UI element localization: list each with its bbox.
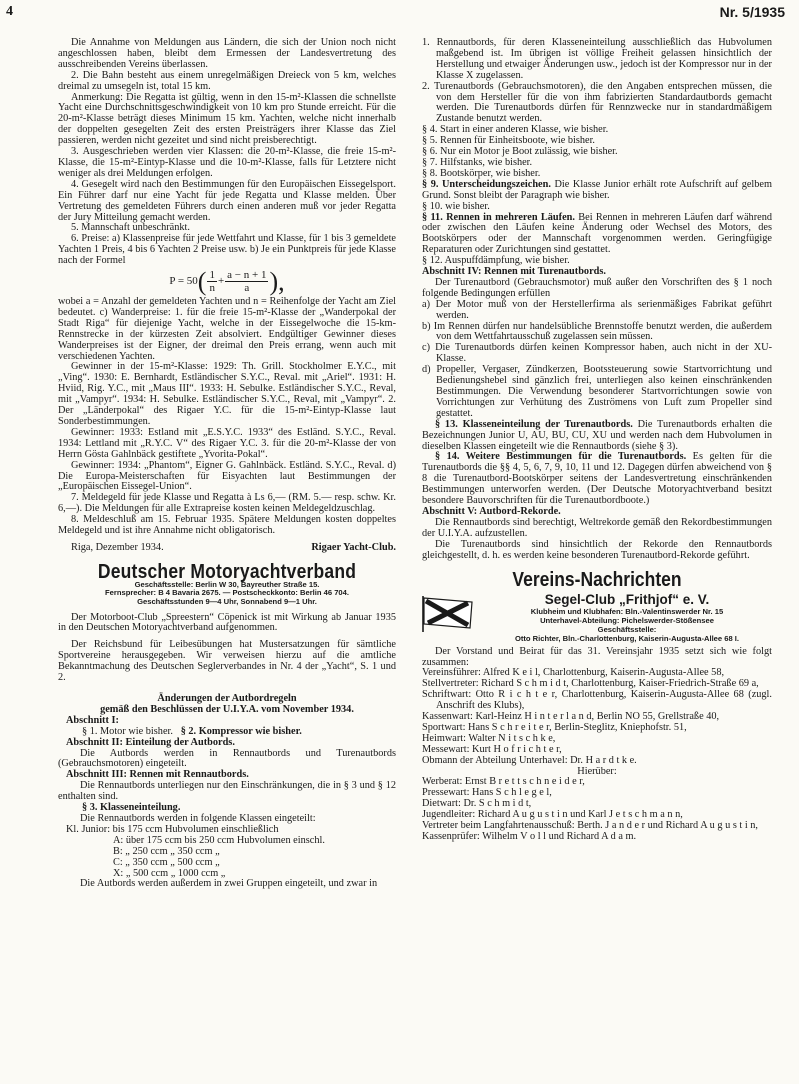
paragraph: Gewinner: 1933: Estland mit „E.S.Y.C. 1933“ des Estländ. S.Y.C., Reval. 1934: Lettland mit „R.Y.C. V“ des Rigaer Y.C. 3. für die 20-m²-Klasse der von Herrn Gösta Gahlnbäck gestiftete „Yvorita-Pokal“. — [58, 426, 396, 460]
board-member: Kassenwart: Karl-Heinz H i n t e r l a n d, Berlin NO 55, Grellstraße 40, — [422, 711, 720, 723]
paragraph: 8. Meldeschluß am 15. Februar 1935. Spätere Meldungen kosten doppeltes Meldegeld und ist ihre Annahme nicht obligatorisch. — [58, 514, 396, 537]
list-item: a) Der Motor muß von der Herstellerfirma als serienmäßiges Fabrikat geführt werden. — [422, 298, 772, 321]
paragraph: 3. Ausgeschrieben werden vier Klassen: die 20-m²-Klasse, die freie 15-m²-Klasse, die 15-m²-Eintyp-Klasse und die 10-m²-Klasse, falls für Letztere nicht weniger als drei Meldungen erfolgen. — [58, 146, 396, 179]
page-number: 4 — [6, 4, 13, 19]
board-member: Obmann der Abteilung Unterhavel: Dr. H a r d t k e. — [422, 754, 637, 766]
club-address: Unterhavel-Abteilung: Pichelswerder-Stößensee — [540, 616, 714, 626]
rule-paragraph: § 9. Unterscheidungszeichen. Die Klasse Junior erhält rote Aufschrift auf gelbem Grund. Sonst bleibt der Paragraph wie bisher. — [422, 178, 772, 201]
paragraph: Die Turenautbords sind hinsichtlich der Rekorde den Rennautbords gleichgestellt, d. h. es werden keine besonderen Turenautbord-Rekorde geführt. — [422, 538, 772, 561]
board-member: Pressewart: Hans S c h l e g e l, — [422, 787, 552, 799]
left-column — [58, 38, 396, 890]
paragraph: 7. Meldegeld für jede Klasse und Regatta à Ls 6,— (RM. 5.— resp. schw. Kr. 6,—). Die Meldungen für alle Extrapreise kosten keinen Meldegeldzuschlag. — [58, 492, 396, 515]
formula-paren-open: ( — [197, 266, 207, 296]
board-member: Schriftwart: Otto R i c h t e r, Charlottenburg, Kaiserin-Augusta-Allee 68 (zugl. Anschrift des Klubs), — [422, 689, 772, 712]
point-formula — [58, 266, 396, 296]
rule-line: § 7. Hilfstanks, wie bisher. — [422, 156, 533, 168]
paragraph: Anmerkung: Die Regatta ist gültig, wenn in den 15-m²-Klassen die schnellste Yacht eine Durchschnittsgeschwindigkeit von 10 km pro Stunde erreicht. Für die 20-m²-Klasse beträgt dieses Minimum 15 km. Yachten, welche nicht innerhalb der doppelten gesegelten Zeit des ersten Preisträgers ihrer Klasse das Ziel passieren, werden nicht gezeitet und sind nicht preisberechtigt. — [58, 91, 396, 147]
board-member: Stellvertreter: Richard S c h m i d t, Charlottenburg, Kaiser-Friedrich-Straße 69 a, — [422, 678, 759, 690]
list-item: d) Propeller, Vergaser, Zündkerzen, Bootssteuerung sowie Startvorrichtung und Bedienungshebel sind gänzlich frei, unterliegen also keinen einschränkenden Bestimmungen. Die Verwendung besonderer Startvorrichtungen sowie von Vorrichtungen zur Verhütung des Zuströmens von Luft zum Propeller sind gestattet. — [422, 364, 772, 419]
paragraph: Die Rennautbords werden in folgende Klassen eingeteilt: — [80, 812, 316, 824]
rule-paragraph: § 13. Klasseneinteilung der Turenautbords. Die Turenautbords erhalten die Bezeichnungen Junior U, AU, BU, CU, XU und werden nach dem Hubvolumen in dieselben Klassen eingeteilt wie die Rennautbords (siehe § 3). — [422, 418, 773, 452]
rule-line: § 12. Auspuffdämpfung, wie bisher. — [422, 255, 570, 267]
changes-subtitle: gemäß den Beschlüssen der U.I.Y.A. vom November 1934. — [100, 703, 354, 715]
formula-fraction-1: $\frac{1}{n}$ — [209, 269, 215, 295]
issue-number: Nr. 5/1935 — [719, 4, 785, 20]
vereins-heading: Vereins-Nachrichten — [512, 566, 682, 590]
formula-paren-close: ), — [269, 266, 285, 296]
paragraph: 2. Turenautbords (Gebrauchsmotoren), die den Angaben entsprechen müssen, die von dem Hersteller für die von ihm fabrizierten Standardautbords gemacht werden. Die Turenautbords dürfen für Rennzwecke nur in standardmäßigem Zustande benutzt werden. — [422, 80, 772, 125]
right-column — [422, 38, 772, 843]
board-member: Vertreter beim Langfahrtenausschuß: Berth. J a n d e r und Richard A u g u s t i n, — [422, 820, 758, 832]
club-address: Klubheim und Klubhafen: Bln.-Valentinswerder Nr. 15 — [530, 607, 724, 617]
paragraph: Die Annahme von Meldungen aus Ländern, die sich der Union noch nicht angeschlossen haben, bleibt dem Ermessen der Landesvertretung des ausschreibenden Vereins überlassen. — [58, 37, 396, 70]
board-member: Heimwart: Walter N i t s c h k e, — [422, 732, 556, 744]
class-row: X: „ 500 ccm „ 1000 ccm „ — [113, 867, 226, 879]
board-member: Werberat: Ernst B r e t t s c h n e i d e r, — [422, 776, 585, 788]
dmv-address-3: Geschäftsstunden 9—4 Uhr, Sonnabend 9—1 Uhr. — [137, 596, 317, 606]
paragraph: wobei a = Anzahl der gemeldeten Yachten und n = Reihenfolge der Yacht am Ziel bedeutet. c) Wanderpreise: 1. für die freie 15-m²-Klasse der „Wanderpokal der Stadt Riga“ für diejenige Yacht, welche in der Eissegelwoche die 15-km-Rennstrecke in der kürzesten Zeit absolviert. Endgültiger Gewinner dieses Wanderpreises ist der Eigner, der dreimal den Preis errang, wenn auch mit verschiedenen Yachten. — [58, 296, 396, 362]
section-line: § 1. Motor wie bisher. § 2. Kompressor wie bisher. — [82, 725, 302, 737]
signature-place: Riga, Dezember 1934. — [71, 541, 164, 553]
paragraph: Gewinner in der 15-m²-Klasse: 1929: Th. Grill. Stockholmer E.Y.C., mit „Ving“. 1930: E. Bernhardt, Estländischer S.Y.C., Reval. mit „Ariel“. 1931: H. Hviid, Rig. Y.C., mit „Maus III“. 1933: H. Sebulke. Estländischer S.Y.C., Reval, mit „Vampyr“. 1934: H. Sebulke. Estländischer S.Y.C., Reval, mit „Vampyr“. 2. Der „Länderpokal“ des Rigaer Y.C. für die 15-m²-Eintyp-Klasse laut Sonderbestimmungen. — [58, 361, 396, 427]
list-item: b) Im Rennen dürfen nur handelsübliche Brennstoffe benutzt werden, die außerdem von dem Wettfahrtausschuß zugelassen sein müssen. — [422, 320, 772, 343]
paragraph: Der Motorboot-Club „Spreestern“ Cöpenick ist mit Wirkung ab Januar 1935 in den Deutschen Motoryachtverband aufgenommen. — [58, 611, 396, 634]
rule-paragraph: § 11. Rennen in mehreren Läufen. Bei Rennen in mehreren Läufen darf während oder zwischen den Läufen keine Änderung oder Wechsel des Motors, des Bootskörpers oder der Mannschaft vorgenommen werden. Geringfügige Reparaturen oder Zurichtungen sind gestattet. — [422, 211, 772, 256]
section-heading: Abschnitt II: Einteilung der Autbords. — [66, 736, 235, 748]
rule-line: § 8. Bootskörper, wie bisher. — [422, 167, 541, 179]
rule-line: § 5. Rennen für Einheitsboote, wie bisher. — [422, 135, 596, 147]
paragraph: 1. Rennautbords, für deren Klasseneinteilung ausschließlich das Hubvolumen maßgebend ist. Im übrigen ist völlige Freiheit gelassen hinsichtlich der Herstellung und etwaiger Änderungen usw., jedoch ist der Kompressor nur in der Klasse X zugelassen. — [422, 37, 772, 81]
rule-line: § 4. Start in einer anderen Klasse, wie bisher. — [422, 124, 609, 136]
club-header — [422, 592, 772, 643]
club-address: Otto Richter, Bln.-Charlottenburg, Kaiserin-Augusta-Allee 68 I. — [514, 633, 740, 643]
board-member: Vereinsführer: Alfred K e i l, Charlottenburg, Kaiserin-Augusta-Allee 58, — [422, 667, 725, 679]
club-name: Segel-Club „Frithjof“ e. V. — [544, 592, 710, 608]
paragraph: 2. Die Bahn besteht aus einem unregelmäßigen Dreieck von 5 km, welches dreimal zu umsegeln ist, total 15 km. — [58, 69, 396, 92]
paragraph: Die Rennautbords sind berechtigt, Weltrekorde gemäß den Rekordbestimmungen der U.I.Y.A. aufzustellen. — [422, 516, 772, 539]
board-member: Messewart: Kurt H o f r i c h t e r, — [422, 743, 562, 755]
dmv-address-1: Geschäftsstelle: Berlin W 30, Bayreuther Straße 15. — [134, 579, 320, 589]
class-table — [58, 825, 396, 880]
paragraph: Die Autbords werden in Rennautbords und Turenautbords (Gebrauchsmotoren) eingeteilt. — [58, 747, 396, 770]
paragraph: Die Rennautbords unterliegen nur den Einschränkungen, die in § 3 und § 12 enthalten sind. — [58, 780, 396, 803]
list-item: c) Die Turenautbords dürfen keinen Kompressor haben, auch nicht in der XU-Klasse. — [422, 342, 772, 365]
class-row: Kl. Junior: bis 175 ccm Hubvolumen einschließlich — [66, 823, 279, 835]
formula-lhs: P = 50 — [169, 275, 198, 288]
board-member: Sportwart: Hans S c h r e i t e r, Berlin-Steglitz, Kniephofstr. 51, — [422, 721, 687, 733]
club-flag-icon — [422, 594, 476, 632]
board-member: Jugendleiter: Richard A u g u s t i n und Karl J e t s c h m a n n, — [422, 809, 683, 821]
section-heading: Abschnitt V: Autbord-Rekorde. — [422, 505, 561, 517]
paragraph: 5. Mannschaft unbeschränkt. — [71, 222, 190, 234]
signature-club: Rigaer Yacht-Club. — [311, 541, 396, 553]
paragraph: Die Autbords werden außerdem in zwei Gruppen eingeteilt, und zwar in — [80, 878, 378, 890]
paragraph: Gewinner: 1934: „Phantom“, Eigner G. Gahlnbäck. Estländ. S.Y.C., Reval. d) Die Europa-Meisterschaften für Eisyachten laut Bestimmungen der „Europäischen Eissegel-Union“. — [58, 459, 396, 493]
rule-line: § 10. wie bisher. — [422, 200, 490, 212]
club-address: Geschäftsstelle: — [597, 625, 657, 634]
paragraph: Der Vorstand und Beirat für das 31. Vereinsjahr 1935 setzt sich wie folgt zusammen: — [422, 645, 772, 668]
board-member: Dietwart: Dr. S c h m i d t, — [422, 798, 532, 810]
section-heading: Abschnitt I: — [66, 714, 119, 726]
page-header — [6, 4, 785, 24]
changes-title: Änderungen der Autbordregeln — [157, 693, 297, 704]
paragraph: 6. Preise: a) Klassenpreise für jede Wettfahrt und Klasse, für 1 bis 3 gemeldete Yachten 1 Preis, 4 bis 6 Yachten 2 Preise usw. b) Je ein Punktpreis für jede Klasse nach der Formel — [58, 233, 396, 267]
section-heading: Abschnitt IV: Rennen mit Turenautbords. — [422, 266, 606, 278]
section-heading: Abschnitt III: Rennen mit Rennautbords. — [66, 769, 249, 781]
club-info — [482, 592, 772, 643]
paragraph: Der Reichsbund für Leibesübungen hat Mustersatzungen für sämtliche Sportvereine herausgegeben. Wir verweisen hierzu auf die amtliche Bekanntmachung des Deutschen Seglerverbandes in Nr. 4 der „Yacht“, S. 1 und 2. — [58, 639, 396, 684]
rule-paragraph: § 14. Weitere Bestimmungen für die Turenautbords. Es gelten für die Turenautbords die §§ 4, 5, 6, 7, 9, 10, 11 und 12. Dagegen dürfen abweichend von § 8 die Turenautbord-Bootskörper seitens der Landesvertretung einschränkenden Bestimmungen unterworfen werden. (Der Deutsche Motoryachtverband besitzt besondere Bauvorschriften für die Turenautbordboote.) — [422, 451, 772, 507]
section-heading: § 3. Klasseneinteilung. — [82, 802, 181, 814]
rule-line: § 6. Nur ein Motor je Boot zulässig, wie bisher. — [422, 146, 618, 158]
board-member: Kassenprüfer: Wilhelm V o l l und Richard A d a m. — [422, 831, 637, 842]
paragraph: 4. Gesegelt wird nach den Bestimmungen für den Europäischen Eissegelsport. Ein Führer darf nur eine Yacht für jede Regatta und Klasse melden. Über Vertretung des gemeldeten Führers durch einen anderen muß vor jeder Regatta der Jury Mitteilung gemacht werden. — [58, 178, 396, 223]
board-subheading: Hierüber: — [577, 765, 617, 777]
formula-plus: + — [217, 275, 225, 288]
dmv-address-2: Fernsprecher: B 4 Bavaria 2675. — Postscheckkonto: Berlin 46 704. — [105, 588, 349, 598]
paragraph: Der Turenautbord (Gebrauchsmotor) muß außer den Vorschriften des § 1 noch folgende Bedingungen erfüllen — [422, 276, 772, 299]
class-row: B: „ 250 ccm „ 350 ccm „ — [113, 845, 220, 857]
signature-line — [58, 543, 396, 554]
formula-fraction-2: $\frac{a - n + 1}{a}$ — [227, 269, 267, 295]
class-row: C: „ 350 ccm „ 500 ccm „ — [113, 856, 220, 868]
dmv-heading: Deutscher Motoryachtverband — [97, 559, 357, 583]
class-row: A: über 175 ccm bis 250 ccm Hubvolumen einschl. — [113, 834, 325, 846]
